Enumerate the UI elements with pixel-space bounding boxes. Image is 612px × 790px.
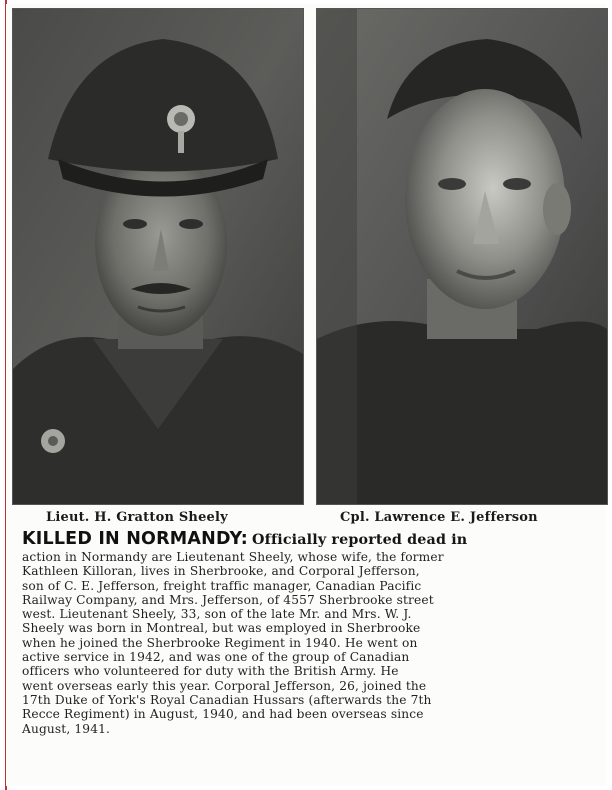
photo-caption-jefferson: Cpl. Lawrence E. Jefferson — [340, 510, 538, 525]
article-line: Sheely was born in Montreal, but was employed in Sherbrooke — [22, 621, 421, 636]
article-line: officers who volunteered for duty with the British Army. He — [22, 664, 399, 679]
article-lead: Officially reported dead in — [252, 532, 468, 548]
article-line: Recce Regiment) in August, 1940, and had been overseas since — [22, 707, 424, 722]
portrait-corporal-image — [317, 9, 607, 504]
photo-lieut-sheely — [12, 8, 304, 505]
photo-cpl-jefferson — [316, 8, 608, 505]
portrait-officer-image — [13, 9, 303, 504]
article-headline: KILLED IN NORMANDY: — [22, 529, 249, 549]
article-line: when he joined the Sherbrooke Regiment in 1940. He went on — [22, 635, 418, 650]
article-line: action in Normandy are Lieutenant Sheely, whose wife, the former — [22, 550, 444, 564]
article-body — [22, 528, 596, 736]
article-line: son of C. E. Jefferson, freight traffic manager, Canadian Pacific — [22, 578, 422, 593]
article-line: Kathleen Killoran, lives in Sherbrooke, and Corporal Jefferson, — [22, 564, 420, 579]
article-line: 17th Duke of York's Royal Canadian Hussars (afterwards the 7th — [22, 692, 432, 707]
photo-caption-sheely: Lieut. H. Gratton Sheely — [46, 510, 228, 525]
article-headline-row — [22, 528, 596, 550]
article-line: went overseas early this year. Corporal Jefferson, 26, joined the — [22, 678, 427, 693]
article-line: Railway Company, and Mrs. Jefferson, of 4557 Sherbrooke street — [22, 592, 434, 607]
article-line: active service in 1942, and was one of the group of Canadian — [22, 650, 410, 665]
article-line: August, 1941. — [22, 721, 111, 736]
article-line: west. Lieutenant Sheely, 33, son of the late Mr. and Mrs. W. J. — [22, 607, 412, 622]
